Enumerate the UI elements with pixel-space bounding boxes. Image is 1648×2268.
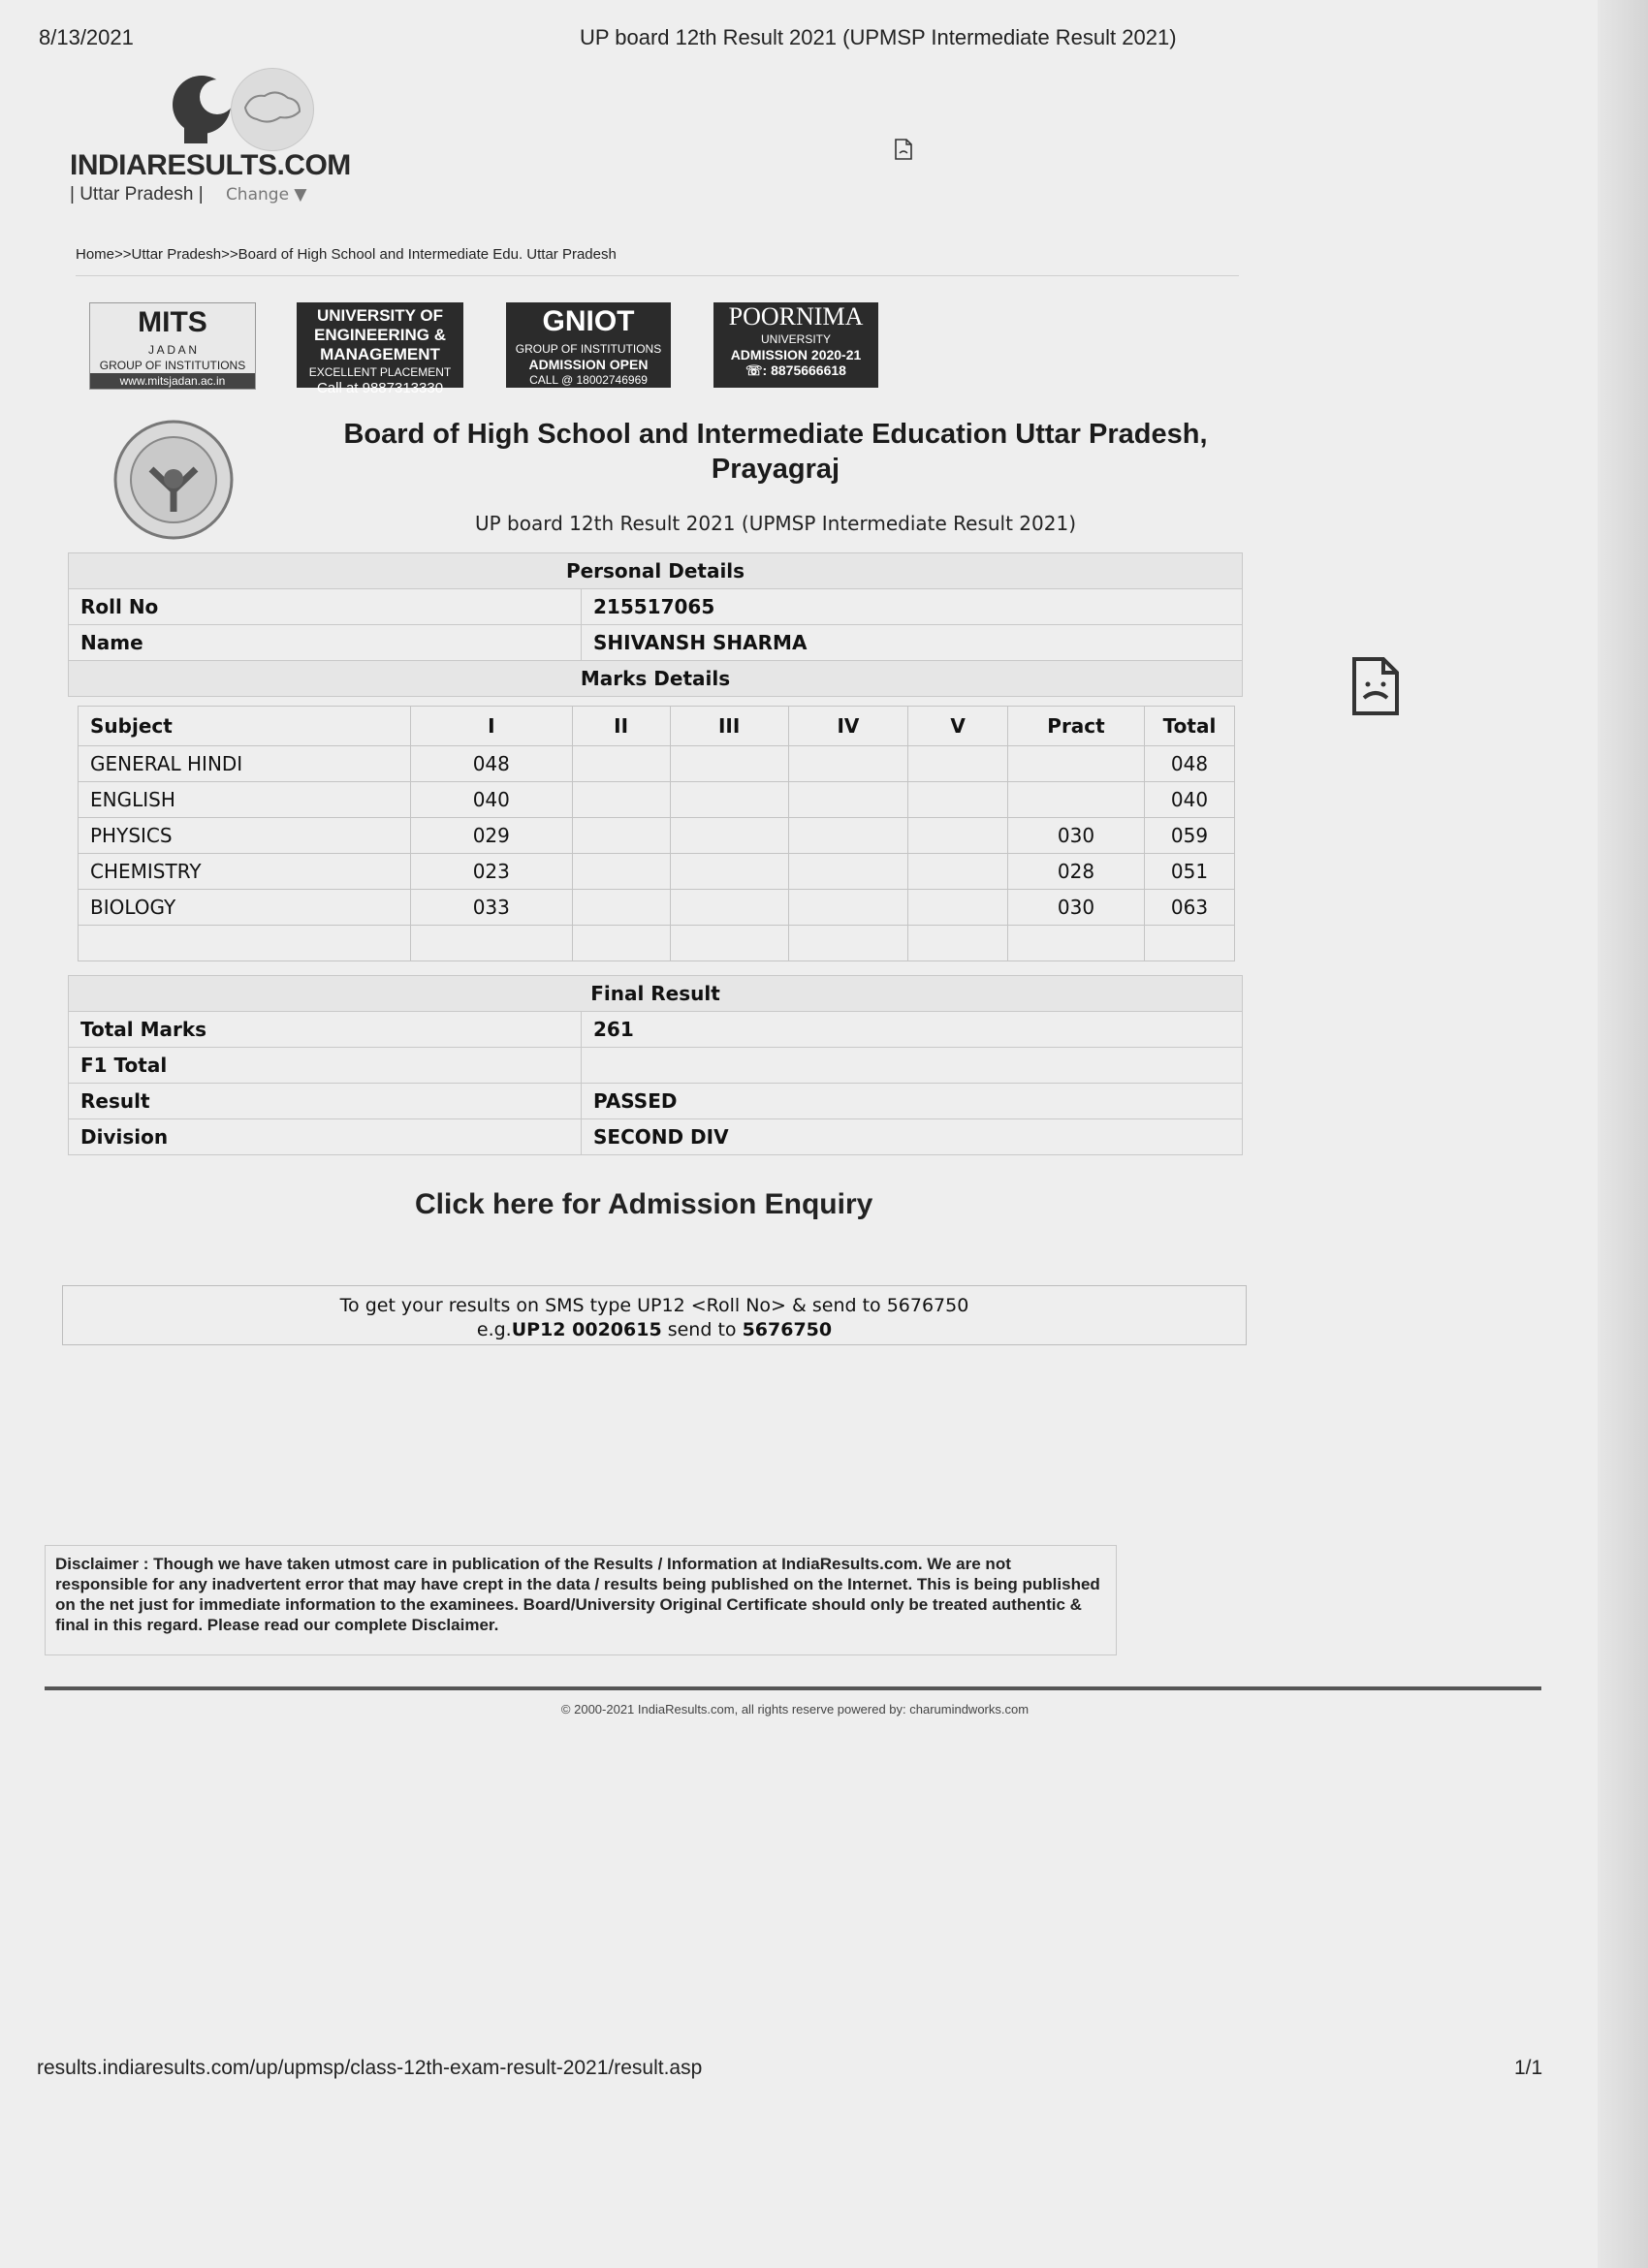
ad-line: ADMISSION 2020-21 [730, 347, 862, 362]
f1-total-label: F1 Total [69, 1048, 582, 1084]
mark-cell [908, 746, 1008, 782]
mark-cell [1008, 782, 1145, 818]
footer-divider [45, 1686, 1541, 1690]
result-label: Result [69, 1084, 582, 1119]
table-row [79, 890, 1235, 926]
total-cell: 063 [1145, 890, 1235, 926]
division-label: Division [69, 1119, 582, 1155]
column-header: III [670, 707, 788, 746]
mark-cell: 030 [1008, 818, 1145, 854]
column-header: IV [788, 707, 908, 746]
ad-banner-poornima[interactable] [713, 302, 878, 388]
mark-cell [788, 818, 908, 854]
name-value: SHIVANSH SHARMA [582, 625, 1243, 661]
mark-cell: 048 [411, 746, 573, 782]
mark-cell [572, 746, 670, 782]
column-header: Subject [79, 707, 411, 746]
mark-cell [572, 926, 670, 961]
section-heading: Personal Details [69, 553, 1243, 589]
sms-example-mid: send to [661, 1319, 743, 1340]
ad-title: POORNIMA [728, 302, 864, 331]
result-subtitle: UP board 12th Result 2021 (UPMSP Intermediate Result 2021) [474, 512, 1077, 535]
subject-cell: PHYSICS [79, 818, 411, 854]
roll-no-value: 215517065 [582, 589, 1243, 625]
total-cell: 059 [1145, 818, 1235, 854]
ad-line: CALL @ 18002746969 [529, 373, 648, 387]
admission-enquiry-link[interactable]: Click here for Admission Enquiry [415, 1188, 873, 1220]
mark-cell [788, 854, 908, 890]
table-row [79, 926, 1235, 961]
table-row [79, 782, 1235, 818]
sms-example-number: 5676750 [742, 1319, 833, 1340]
marks-table [78, 706, 1235, 961]
ad-line: GROUP OF INSTITUTIONS [99, 359, 246, 372]
mark-cell: 023 [411, 854, 573, 890]
mark-cell [908, 926, 1008, 961]
ad-line: GROUP OF INSTITUTIONS [515, 342, 662, 356]
f1-total-value [582, 1048, 1243, 1084]
print-title: UP board 12th Result 2021 (UPMSP Intermediate Result 2021) [580, 25, 1177, 49]
ad-line: ADMISSION OPEN [528, 357, 649, 372]
mark-cell [572, 782, 670, 818]
mark-cell [572, 818, 670, 854]
mark-cell [1008, 746, 1145, 782]
divider [76, 275, 1239, 276]
subject-cell [79, 926, 411, 961]
mark-cell: 029 [411, 818, 573, 854]
mark-cell [908, 818, 1008, 854]
site-name: INDIARESULTS.COM [70, 149, 351, 181]
subject-cell: ENGLISH [79, 782, 411, 818]
ad-banner-gniot[interactable] [506, 302, 671, 388]
up-map-icon [231, 68, 314, 151]
page-number: 1/1 [1514, 2057, 1543, 2079]
ad-line: EXCELLENT PLACEMENT [308, 365, 452, 379]
mark-cell [908, 782, 1008, 818]
state-selector[interactable] [70, 184, 307, 205]
ad-banner-mits[interactable] [89, 302, 256, 390]
mark-cell [670, 926, 788, 961]
board-title-line: Prayagraj [711, 454, 840, 485]
table-row [79, 854, 1235, 890]
sms-example [63, 1318, 1246, 1342]
broken-image-icon [1350, 655, 1401, 717]
state-name: | Uttar Pradesh | [70, 184, 204, 205]
mark-cell [411, 926, 573, 961]
personal-details-table [68, 552, 1243, 697]
mark-cell: 030 [1008, 890, 1145, 926]
subject-cell: CHEMISTRY [79, 854, 411, 890]
mark-cell [788, 782, 908, 818]
subject-cell: GENERAL HINDI [79, 746, 411, 782]
disclaimer-text: Disclaimer : Though we have taken utmost care in publication of the Results / Information at IndiaResults.com. We are not responsible for any inadvertent error that may have crept in the data / results being published on the Internet. This is being published on the net just for immediate information to the examinees. Board/University Original Certificate should only be treated authentic & final in this regard. Please read our complete [55, 1555, 1100, 1634]
ad-line: ☏: 8875666618 [745, 362, 846, 378]
mark-cell [908, 854, 1008, 890]
mark-cell: 040 [411, 782, 573, 818]
board-title [330, 417, 1221, 487]
ad-banner-uem[interactable] [297, 302, 463, 396]
subject-cell: BIOLOGY [79, 890, 411, 926]
mark-cell: 033 [411, 890, 573, 926]
total-cell: 040 [1145, 782, 1235, 818]
disclaimer-link[interactable]: Disclaimer. [411, 1616, 499, 1634]
total-marks-label: Total Marks [69, 1012, 582, 1048]
mark-cell [670, 818, 788, 854]
sms-info-box [62, 1285, 1247, 1345]
final-result-table [68, 975, 1243, 1155]
site-logo-icon [163, 70, 240, 147]
column-header: Pract [1008, 707, 1145, 746]
mark-cell [788, 890, 908, 926]
print-date: 8/13/2021 [39, 25, 134, 49]
total-cell: 051 [1145, 854, 1235, 890]
column-header: II [572, 707, 670, 746]
broken-image-icon [894, 138, 913, 161]
disclaimer-box [45, 1545, 1117, 1655]
ad-line: Call at 9887313330 [316, 380, 444, 396]
total-cell [1145, 926, 1235, 961]
sms-instruction: To get your results on SMS type UP12 <Roll No> & send to 5676750 [339, 1295, 969, 1316]
ad-line: J A D A N [147, 343, 198, 357]
column-header: I [411, 707, 573, 746]
mark-cell [572, 854, 670, 890]
mark-cell [1008, 926, 1145, 961]
mark-cell [572, 890, 670, 926]
mark-cell: 028 [1008, 854, 1145, 890]
page-url: results.indiaresults.com/up/upmsp/class-12th-exam-result-2021/result.asp [37, 2057, 703, 2079]
name-label: Name [69, 625, 582, 661]
board-title-line: Board of High School and Intermediate Education Uttar Pradesh, [343, 419, 1208, 450]
mark-cell [670, 854, 788, 890]
column-header: V [908, 707, 1008, 746]
mark-cell [670, 746, 788, 782]
ad-title: UNIVERSITY OF ENGINEERING & MANAGEMENT [313, 306, 447, 363]
table-row [79, 746, 1235, 782]
mark-cell [670, 782, 788, 818]
section-heading: Marks Details [69, 661, 1243, 697]
mark-cell [908, 890, 1008, 926]
total-marks-value: 261 [582, 1012, 1243, 1048]
ad-title: GNIOT [542, 305, 635, 337]
result-value: PASSED [582, 1084, 1243, 1119]
division-value: SECOND DIV [582, 1119, 1243, 1155]
ad-line: UNIVERSITY [760, 332, 831, 346]
mark-cell [670, 890, 788, 926]
mark-cell [788, 926, 908, 961]
sms-example-code: UP12 0020615 [511, 1319, 662, 1340]
board-seal-icon [112, 419, 235, 541]
mark-cell [788, 746, 908, 782]
ad-line: www.mitsjadan.ac.in [90, 373, 255, 389]
column-header: Total [1145, 707, 1235, 746]
sms-example-prefix: e.g. [476, 1319, 512, 1340]
marks-header-row [79, 707, 1235, 746]
breadcrumb[interactable]: Home>>Uttar Pradesh>>Board of High School and Intermediate Edu. Uttar Pradesh [76, 246, 617, 263]
ad-title: MITS [138, 306, 207, 338]
scan-edge [1598, 0, 1648, 2268]
copyright-text: © 2000-2021 IndiaResults.com, all rights reserve powered by: charumindworks.com [560, 1702, 1030, 1717]
roll-no-label: Roll No [69, 589, 582, 625]
section-heading: Final Result [69, 976, 1243, 1012]
total-cell: 048 [1145, 746, 1235, 782]
change-state-link[interactable]: Change ▼ [225, 185, 307, 205]
table-row [79, 818, 1235, 854]
